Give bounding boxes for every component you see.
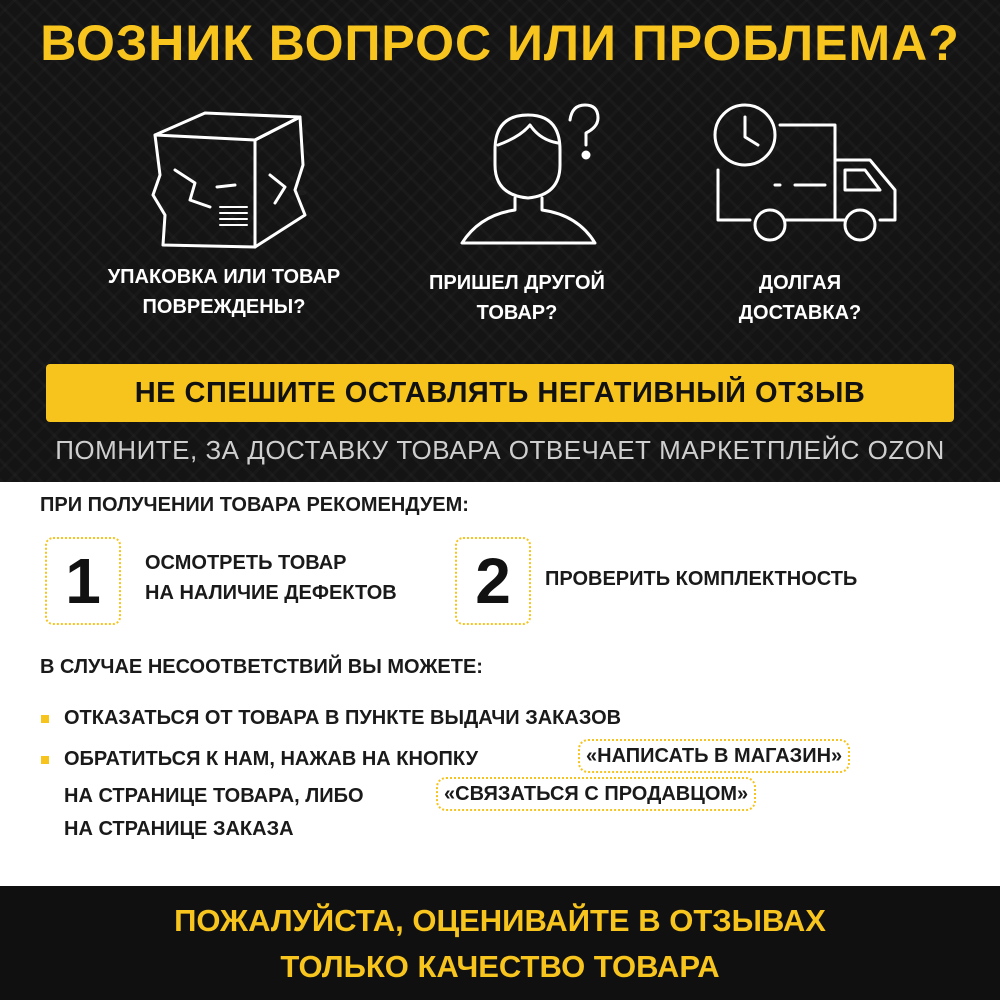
option-refuse: ОТКАЗАТЬСЯ ОТ ТОВАРА В ПУНКТЕ ВЫДАЧИ ЗАКАЗОВ <box>64 707 622 729</box>
closing-message: ПОЖАЛУЙСТА, ОЦЕНИВАЙТЕ В ОТЗЫВАХ ТОЛЬКО КАЧЕСТВО ТОВАРА <box>174 903 826 984</box>
step-number-1: 1 <box>45 537 121 625</box>
warning-banner: НЕ СПЕШИТЕ ОСТАВЛЯТЬ НЕГАТИВНЫЙ ОТЗЫВ <box>46 364 954 422</box>
issue-label-damaged: УПАКОВКА ИЛИ ТОВАР ПОВРЕЖДЕНЫ? <box>107 266 341 318</box>
option-contact-line3: НА СТРАНИЦЕ ЗАКАЗА <box>64 818 294 840</box>
headline: ВОЗНИК ВОПРОС ИЛИ ПРОБЛЕМА? <box>40 15 960 71</box>
issue-label-wrong-item: ПРИШЕЛ ДРУГОЙ ТОВАР? <box>429 272 605 324</box>
ozon-note: ПОМНИТЕ, ЗА ДОСТАВКУ ТОВАРА ОТВЕЧАЕТ МАРКЕТПЛЕЙС OZON <box>55 435 945 465</box>
options-title: В СЛУЧАЕ НЕСООТВЕТСТВИЙ ВЫ МОЖЕТЕ: <box>40 656 483 678</box>
write-to-store-button[interactable]: «НАПИСАТЬ В МАГАЗИН» <box>578 739 850 773</box>
bullet-marker <box>41 756 49 764</box>
bullet-marker <box>41 715 49 723</box>
option-contact-line1: ОБРАТИТЬСЯ К НАМ, НАЖАВ НА КНОПКУ <box>64 748 479 770</box>
contact-seller-button[interactable]: «СВЯЗАТЬСЯ С ПРОДАВЦОМ» <box>436 777 756 811</box>
damaged-box-icon <box>135 95 335 255</box>
issue-label-long-delivery: ДОЛГАЯ ДОСТАВКА? <box>738 272 862 324</box>
confused-person-icon <box>440 95 640 255</box>
step-number-2: 2 <box>455 537 531 625</box>
delivery-truck-clock-icon <box>700 95 900 255</box>
step-text-2: ПРОВЕРИТЬ КОМПЛЕКТНОСТЬ <box>545 568 858 590</box>
step-text-1: ОСМОТРЕТЬ ТОВАР НА НАЛИЧИЕ ДЕФЕКТОВ <box>145 552 397 604</box>
recommend-title: ПРИ ПОЛУЧЕНИИ ТОВАРА РЕКОМЕНДУЕМ: <box>40 494 469 516</box>
option-contact-line2: НА СТРАНИЦЕ ТОВАРА, ЛИБО <box>64 785 364 807</box>
